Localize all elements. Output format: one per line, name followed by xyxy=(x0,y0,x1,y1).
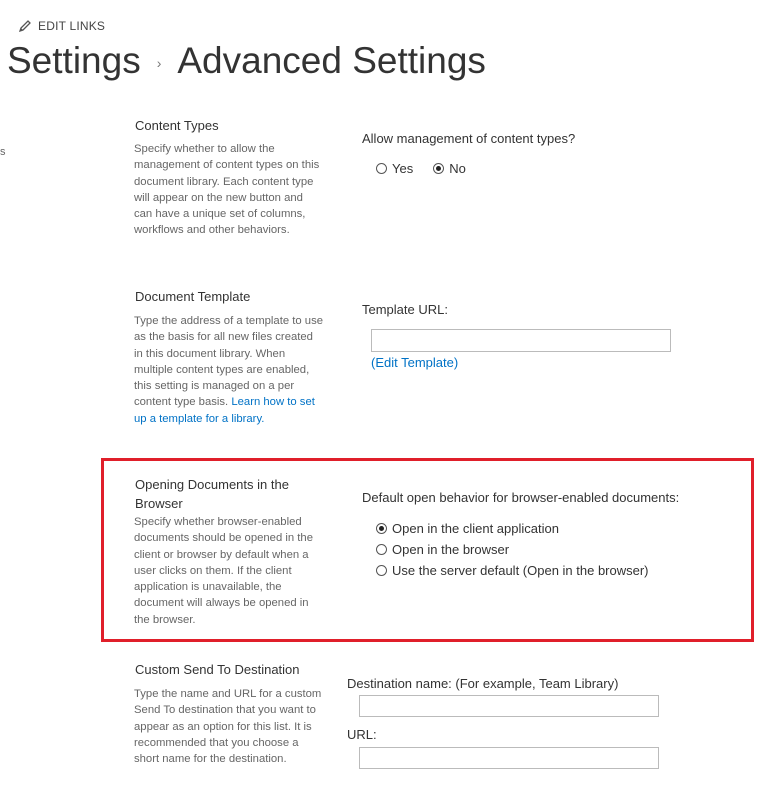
breadcrumb-current: Advanced Settings xyxy=(177,40,486,81)
content-types-title: Content Types xyxy=(135,118,219,133)
open-client-label: Open in the client application xyxy=(392,521,559,536)
breadcrumb-separator-icon: › xyxy=(156,55,162,71)
content-types-question: Allow management of content types? xyxy=(362,131,576,146)
custom-send-to-title: Custom Send To Destination xyxy=(135,662,300,677)
destination-url-label: URL: xyxy=(347,727,377,742)
open-browser-option[interactable] xyxy=(376,539,649,560)
template-url-input[interactable] xyxy=(371,329,671,352)
edit-links-label: EDIT LINKS xyxy=(38,19,106,33)
pencil-icon xyxy=(18,19,32,33)
edit-links-button[interactable] xyxy=(18,19,105,33)
destination-name-input[interactable] xyxy=(359,695,659,717)
open-browser-radio[interactable] xyxy=(376,544,387,555)
content-types-no-option[interactable] xyxy=(433,158,466,179)
server-default-option[interactable] xyxy=(376,560,649,581)
content-types-description: Specify whether to allow the management of content types on this document library. Each content type will appear on the new button and can have a unique set of columns, workflows and other behaviors. xyxy=(134,143,320,237)
opening-documents-title: Opening Documents in the Browser xyxy=(135,477,289,511)
server-default-label: Use the server default (Open in the browser) xyxy=(392,563,649,578)
document-template-title: Document Template xyxy=(135,289,251,304)
breadcrumb-settings-link[interactable]: Settings xyxy=(7,40,141,81)
content-types-radio-group xyxy=(376,158,466,179)
destination-url-input[interactable] xyxy=(359,747,659,769)
page-title xyxy=(7,40,486,82)
open-behavior-radio-group xyxy=(376,518,649,581)
left-nav-fragment[interactable]: s xyxy=(0,146,6,158)
opening-documents-description: Specify whether browser-enabled documents should be opened in the client or browser by default when a user clicks on them. If the client application is unavailable, the document will always be opened in the browser. xyxy=(134,516,314,626)
document-template-description xyxy=(134,313,324,427)
open-client-option[interactable] xyxy=(376,518,649,539)
learn-template-link[interactable]: Learn how to set up a template for a library. xyxy=(134,396,315,425)
no-radio[interactable] xyxy=(433,163,444,174)
open-client-radio[interactable] xyxy=(376,523,387,534)
custom-send-to-description: Type the name and URL for a custom Send To destination that you want to appear as an option for this list. It is recommended that you choose a short name for the destination. xyxy=(134,688,322,766)
content-types-yes-option[interactable] xyxy=(376,158,413,179)
destination-name-label: Destination name: (For example, Team Library) xyxy=(347,676,619,691)
open-browser-label: Open in the browser xyxy=(392,542,510,557)
template-url-label: Template URL: xyxy=(362,302,448,317)
document-template-description-text: Type the address of a template to use as the basis for all new files created in this document library. When multiple content types are enabled, this setting is managed on a per content type basis. xyxy=(134,315,324,409)
server-default-radio[interactable] xyxy=(376,565,387,576)
edit-template-link[interactable]: (Edit Template) xyxy=(371,355,459,370)
no-label: No xyxy=(449,161,466,176)
open-behavior-question: Default open behavior for browser-enabled documents: xyxy=(362,490,680,505)
yes-radio[interactable] xyxy=(376,163,387,174)
yes-label: Yes xyxy=(392,161,414,176)
